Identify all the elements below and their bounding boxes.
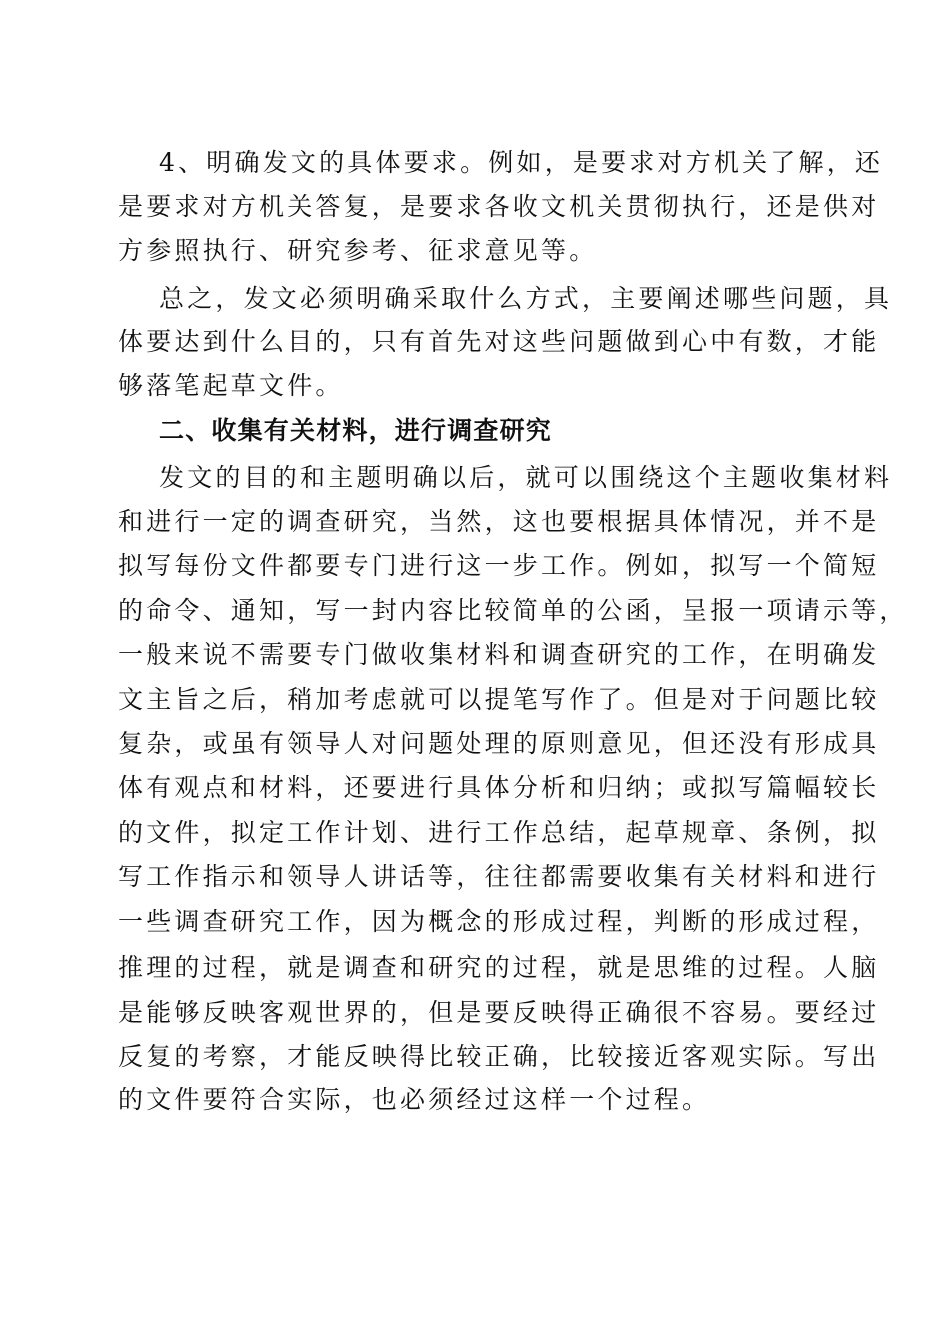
paragraph-line: 总之，发文必须明确采取什么方式，主要阐述哪些问题，具 [159,284,893,313]
paragraph-line: 推理的过程，就是调查和研究的过程，就是思维的过程。人脑 [118,953,880,982]
paragraph-line: 反复的考察，才能反映得比较正确，比较接近客观实际。写出 [118,1042,880,1071]
paragraph-line: 是能够反映客观世界的，但是要反映得正确很不容易。要经过 [118,998,880,1027]
section-heading: 二、收集有关材料，进行调查研究 [159,416,553,445]
paragraph-line: 是要求对方机关答复，是要求各收文机关贯彻执行，还是供对 [118,192,880,221]
paragraph-line: 写工作指示和领导人讲话等，往往都需要收集有关材料和进行 [118,862,880,891]
paragraph-line: 一些调查研究工作，因为概念的形成过程，判断的形成过程， [118,907,880,936]
paragraph-line: 文主旨之后，稍加考虑就可以提笔写作了。但是对于问题比较 [118,685,880,714]
paragraph-line: 的文件，拟定工作计划、进行工作总结，起草规章、条例，拟 [118,818,880,847]
paragraph-line: 体有观点和材料，还要进行具体分析和归纳；或拟写篇幅较长 [118,773,880,802]
paragraph-line: 的命令、通知，写一封内容比较简单的公函，呈报一项请示等， [118,596,908,625]
paragraph-line: 4、明确发文的具体要求。例如，是要求对方机关了解，还 [159,148,884,177]
paragraph-line: 够落笔起草文件。 [118,371,344,400]
paragraph-line: 的文件要符合实际，也必须经过这样一个过程。 [118,1085,711,1114]
paragraph-line: 体要达到什么目的，只有首先对这些问题做到心中有数，才能 [118,327,880,356]
paragraph-line: 和进行一定的调查研究，当然，这也要根据具体情况，并不是 [118,507,880,536]
paragraph-line: 一般来说不需要专门做收集材料和调查研究的工作，在明确发 [118,640,880,669]
paragraph-line: 复杂，或虽有领导人对问题处理的原则意见，但还没有形成具 [118,729,880,758]
paragraph-line: 发文的目的和主题明确以后，就可以围绕这个主题收集材料 [159,463,893,492]
paragraph-line: 方参照执行、研究参考、征求意见等。 [118,236,598,265]
paragraph-line: 拟写每份文件都要专门进行这一步工作。例如，拟写一个简短 [118,551,880,580]
